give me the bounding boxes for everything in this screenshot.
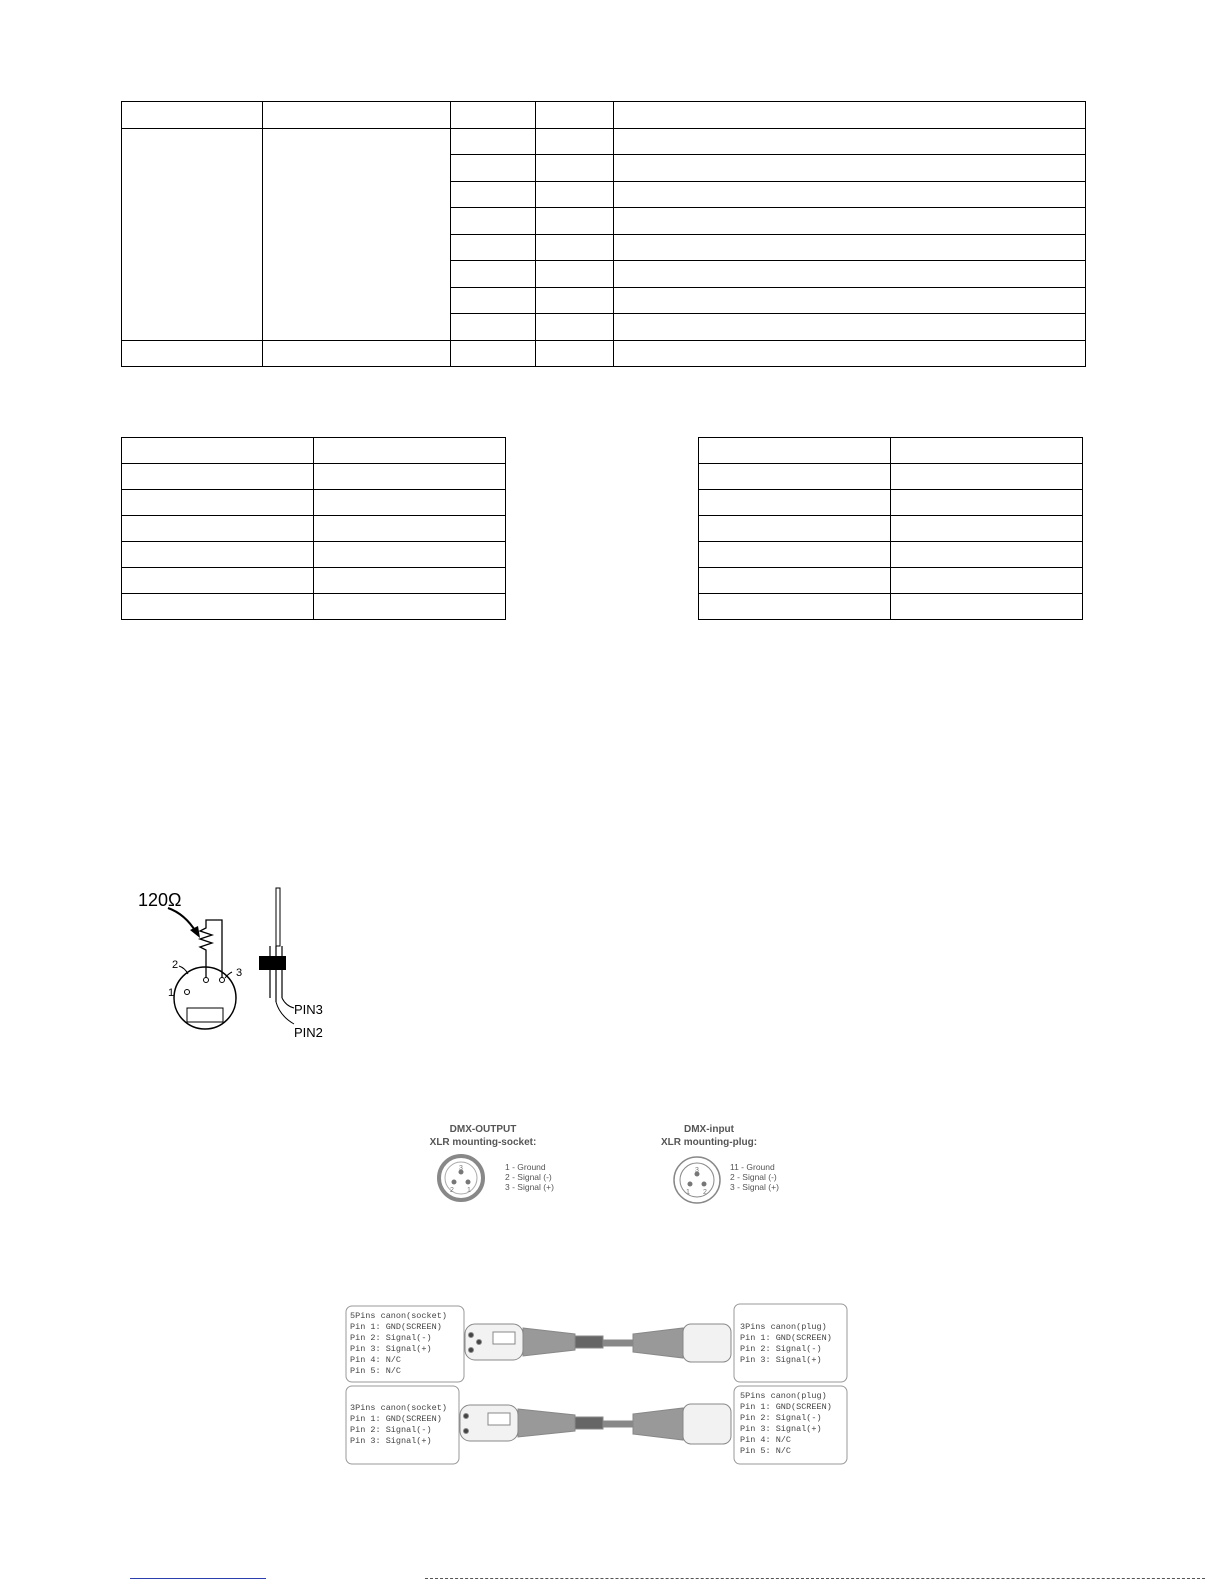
- table-cell: [891, 542, 1083, 568]
- table-cell-merged: [122, 128, 263, 340]
- xlr-socket-icon: [439, 1156, 483, 1200]
- table-cell: [699, 568, 891, 594]
- table-cell: [614, 155, 1086, 182]
- dmx-output-title: DMX-OUTPUT: [449, 1124, 517, 1135]
- adapter-label-line: Pin 3: Signal(+): [740, 1424, 822, 1434]
- table-cell: [891, 464, 1083, 490]
- termination-diagram: [130, 880, 350, 1045]
- table-cell: [451, 340, 536, 367]
- table-cell: [122, 102, 263, 129]
- table-cell: [314, 490, 506, 516]
- table-cell: [536, 208, 614, 235]
- table-row: [699, 516, 1083, 542]
- top-adapter-cable-icon: [465, 1324, 731, 1362]
- adapter-label-line: Pin 2: Signal(-): [350, 1425, 432, 1435]
- table-cell: [614, 102, 1086, 129]
- left-grid-table: [121, 437, 506, 620]
- pin3-label: PIN3: [294, 1002, 323, 1017]
- table-cell: [314, 516, 506, 542]
- dmx-input-pin: 11 - Ground: [730, 1162, 775, 1172]
- bottom-adapter-cable-icon: [460, 1404, 731, 1444]
- table-row: [122, 128, 1086, 155]
- table-row: [122, 490, 506, 516]
- pin-number: 1: [686, 1189, 690, 1196]
- dmx-output-pin: 3 - Signal (+): [505, 1182, 554, 1192]
- table-cell: [122, 594, 314, 620]
- table-cell: [891, 490, 1083, 516]
- table-cell: [263, 340, 451, 367]
- resistor-icon: [200, 922, 212, 978]
- dmx-input-pin: 2 - Signal (-): [730, 1172, 777, 1182]
- table-cell: [699, 438, 891, 464]
- table-cell: [451, 128, 536, 155]
- footer-link-underline: [130, 1578, 266, 1579]
- pin-number: 2: [172, 959, 179, 971]
- table-cell: [314, 542, 506, 568]
- pin-number: 2: [450, 1187, 454, 1194]
- resistor-label: 120Ω: [138, 890, 182, 910]
- adapter-label-line: Pin 5: N/C: [350, 1366, 402, 1376]
- adapter-label-line: 3Pins canon(socket): [350, 1403, 447, 1413]
- dmx-output-pin: 2 - Signal (-): [505, 1172, 552, 1182]
- adapter-cable-diagram: [343, 1302, 849, 1468]
- table-cell: [891, 516, 1083, 542]
- table-cell: [891, 568, 1083, 594]
- wire-icon: [206, 920, 222, 978]
- table-row: [122, 340, 1086, 367]
- table-cell: [891, 594, 1083, 620]
- table-cell: [699, 542, 891, 568]
- pin-icon: [466, 1180, 471, 1185]
- pin-icon: [452, 1180, 457, 1185]
- table-cell: [314, 438, 506, 464]
- table-cell: [122, 340, 263, 367]
- table-row: [699, 594, 1083, 620]
- table-cell: [699, 594, 891, 620]
- table-row: [699, 464, 1083, 490]
- leader-line-icon: [282, 998, 294, 1008]
- table-cell: [614, 208, 1086, 235]
- table-cell: [122, 464, 314, 490]
- table-cell: [699, 490, 891, 516]
- table-row: [699, 542, 1083, 568]
- table-cell: [122, 438, 314, 464]
- table-cell: [451, 208, 536, 235]
- table-cell: [536, 261, 614, 288]
- table-cell: [614, 340, 1086, 367]
- adapter-label-line: Pin 2: Signal(-): [740, 1344, 822, 1354]
- dmx-output-pin: 1 - Ground: [505, 1162, 546, 1172]
- table-cell: [451, 155, 536, 182]
- pin-number: 2: [703, 1189, 707, 1196]
- pin-icon: [688, 1182, 693, 1187]
- table-cell: [536, 102, 614, 129]
- leader-line-icon: [276, 1002, 294, 1024]
- table-cell: [614, 261, 1086, 288]
- table-cell: [536, 181, 614, 208]
- adapter-label-line: Pin 2: Signal(-): [350, 1333, 432, 1343]
- pin-number: 1: [168, 987, 175, 999]
- adapter-label-line: Pin 2: Signal(-): [740, 1413, 822, 1423]
- table-cell: [891, 438, 1083, 464]
- table-cell: [536, 287, 614, 314]
- heatshrink-icon: [259, 956, 286, 970]
- table-cell: [614, 181, 1086, 208]
- dmx-output-subtitle: XLR mounting-socket:: [429, 1137, 537, 1148]
- adapter-label-line: Pin 3: Signal(+): [350, 1344, 432, 1354]
- table-row: [699, 568, 1083, 594]
- right-grid-table: [698, 437, 1083, 620]
- adapter-label-line: Pin 1: GND(SCREEN): [740, 1333, 832, 1343]
- table-cell: [536, 314, 614, 341]
- adapter-label-line: Pin 4: N/C: [740, 1435, 792, 1445]
- table-cell: [122, 490, 314, 516]
- table-cell: [614, 234, 1086, 261]
- table-cell: [451, 314, 536, 341]
- dmx-input-title: DMX-input: [684, 1124, 734, 1135]
- table-cell: [699, 516, 891, 542]
- pin-icon: [204, 978, 209, 983]
- table-cell: [536, 155, 614, 182]
- table-cell: [122, 516, 314, 542]
- pin-number: 1: [467, 1187, 471, 1194]
- table-row: [122, 464, 506, 490]
- table-cell: [451, 181, 536, 208]
- adapter-label-line: Pin 4: N/C: [350, 1355, 402, 1365]
- pin-number: 3: [459, 1165, 463, 1172]
- adapter-label-line: Pin 3: Signal(+): [350, 1436, 432, 1446]
- adapter-label-line: 5Pins canon(plug): [740, 1391, 827, 1401]
- label-box: [734, 1304, 847, 1382]
- table-cell-merged: [263, 128, 451, 340]
- table-cell: [122, 542, 314, 568]
- table-cell: [536, 128, 614, 155]
- table-row: [122, 594, 506, 620]
- adapter-label-line: Pin 1: GND(SCREEN): [350, 1322, 442, 1332]
- pin-icon: [702, 1182, 707, 1187]
- table-row: [122, 568, 506, 594]
- table-row: [122, 542, 506, 568]
- pin-number: 3: [236, 967, 243, 979]
- adapter-label-line: Pin 1: GND(SCREEN): [350, 1414, 442, 1424]
- pin-number: 3: [695, 1167, 699, 1174]
- dmx-input-pin: 3 - Signal (+): [730, 1182, 779, 1192]
- adapter-label-line: 3Pins canon(plug): [740, 1322, 827, 1332]
- table-cell: [451, 102, 536, 129]
- table-cell: [614, 314, 1086, 341]
- adapter-label-line: Pin 5: N/C: [740, 1446, 792, 1456]
- table-row: [699, 490, 1083, 516]
- table-cell: [314, 464, 506, 490]
- arrow-head-icon: [190, 926, 200, 938]
- table-cell: [536, 340, 614, 367]
- table-cell: [699, 464, 891, 490]
- adapter-label-line: Pin 1: GND(SCREEN): [740, 1402, 832, 1412]
- table-row: [122, 102, 1086, 129]
- dmx-input-subtitle: XLR mounting-plug:: [660, 1137, 758, 1148]
- connector-key-icon: [187, 1008, 223, 1022]
- table-cell: [614, 287, 1086, 314]
- table-cell: [451, 234, 536, 261]
- adapter-label-line: Pin 3: Signal(+): [740, 1355, 822, 1365]
- pin-icon: [185, 990, 190, 995]
- table-cell: [314, 594, 506, 620]
- dmx-connector-diagrams: [415, 1120, 815, 1210]
- table-cell: [614, 128, 1086, 155]
- table-row: [699, 438, 1083, 464]
- table-cell: [263, 102, 451, 129]
- resistor-side-icon: [276, 888, 280, 946]
- pin2-label: PIN2: [294, 1025, 323, 1040]
- table-cell: [536, 234, 614, 261]
- adapter-label-line: 5Pins canon(socket): [350, 1311, 447, 1321]
- table-row: [122, 438, 506, 464]
- footer-rule: [425, 1578, 1205, 1579]
- table-cell: [451, 287, 536, 314]
- table-cell: [314, 568, 506, 594]
- arrow-icon: [168, 908, 196, 932]
- xlr-plug-icon: [674, 1157, 720, 1203]
- table-cell: [122, 568, 314, 594]
- table-cell: [451, 261, 536, 288]
- channel-table: [121, 101, 1086, 367]
- pin-icon: [220, 978, 225, 983]
- table-row: [122, 516, 506, 542]
